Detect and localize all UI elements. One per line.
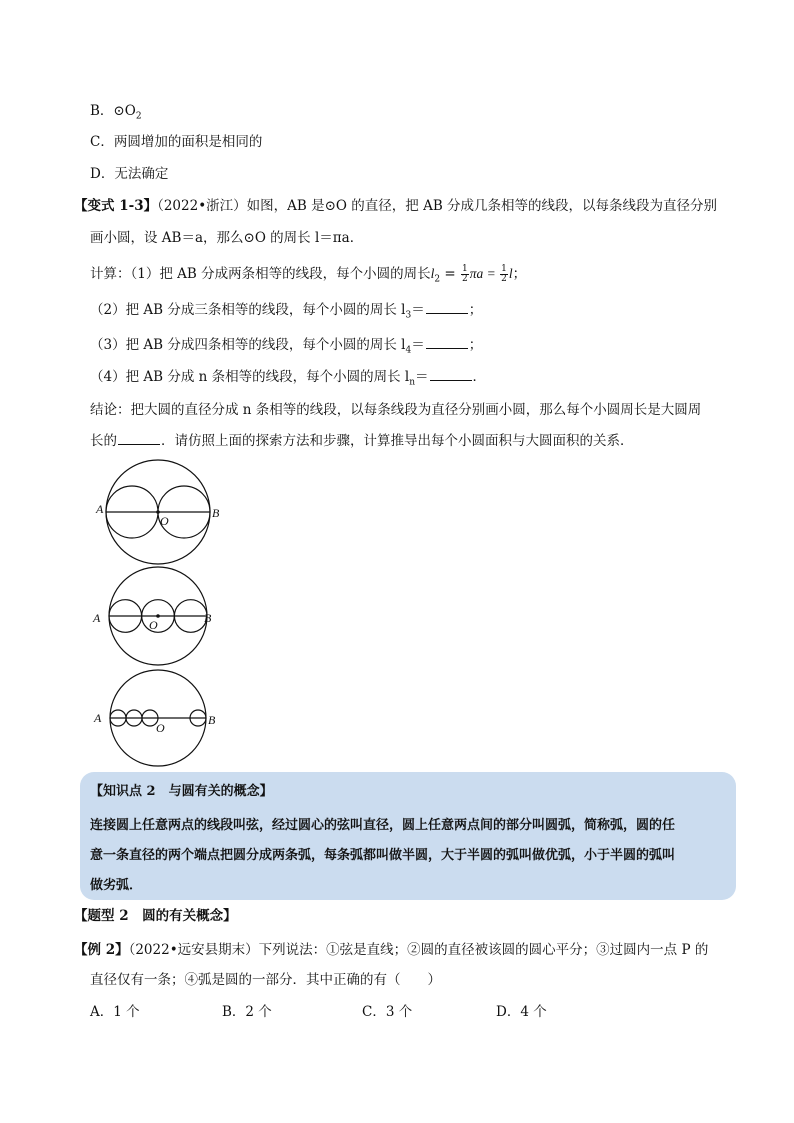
knowledge-line2: 意一条直径的两个端点把圆分成两条弧，每条弧都叫做半圆，大于半圆的弧叫做优弧，小于半圆的弧叫 bbox=[90, 848, 676, 863]
fraction-half-2: $\frac{1}{2}$ bbox=[501, 264, 507, 284]
option-b-text: B．⊙O bbox=[90, 103, 136, 119]
calc-l2-sub: 2 bbox=[434, 274, 441, 285]
variant-text-1: （2022•浙江）如图，AB 是⊙O 的直径，把 AB 分成几条相等的线段，以每条线段为直径分别 bbox=[157, 198, 718, 214]
fraction-half-1: $\frac{1}{2}$ bbox=[462, 264, 468, 284]
option-b-subscript: 2 bbox=[135, 111, 142, 122]
calc-line bbox=[90, 264, 526, 290]
figure-four-circles bbox=[93, 670, 216, 766]
example-option-a[interactable]: A．1 个 bbox=[90, 1004, 140, 1020]
knowledge-line1: 连接圆上任意两点的线段叫弦，经过圆心的弦叫直径，圆上任意两点间的部分叫圆弧，简称弧，圆的任 bbox=[90, 818, 676, 833]
answer-blank-4[interactable] bbox=[430, 368, 472, 381]
label-b-2: B bbox=[204, 611, 212, 625]
circle-figures bbox=[88, 456, 228, 768]
variant-line1 bbox=[74, 196, 717, 216]
label-o-3: O bbox=[156, 721, 165, 735]
calc-end: ； bbox=[512, 266, 527, 282]
example-text-1: （2022•远安县期末）下列说法：①弦是直线；②圆的直径被该圆的圆心平分；③过圆内一点 P 的 bbox=[128, 942, 709, 958]
calc-eq: = bbox=[440, 266, 460, 282]
option-d: D．无法确定 bbox=[90, 166, 169, 182]
topic-title: 【题型 2 圆的有关概念】 bbox=[74, 908, 237, 924]
example-option-b[interactable]: B．2 个 bbox=[222, 1004, 272, 1020]
label-b-1: B bbox=[212, 506, 220, 520]
figure-two-circles bbox=[95, 460, 220, 564]
knowledge-box bbox=[80, 772, 736, 900]
knowledge-line3: 做劣弧． bbox=[90, 878, 143, 893]
answer-blank-conclusion[interactable] bbox=[118, 432, 160, 445]
calc-l: l bbox=[508, 266, 513, 281]
option-b bbox=[90, 101, 142, 127]
knowledge-title: 【知识点 2 与圆有关的概念】 bbox=[90, 784, 273, 799]
example-line2: 直径仅有一条；④弧是圆的一部分．其中正确的有（ ） bbox=[90, 972, 441, 988]
option-c: C．两圆增加的面积是相同的 bbox=[90, 134, 263, 150]
example-line1 bbox=[74, 940, 708, 960]
conclusion-line1: 结论：把大圆的直径分成 n 条相等的线段，以每条线段为直径分别画小圆，那么每个小圆周长是大圆周 bbox=[90, 402, 702, 418]
example-option-c[interactable]: C．3 个 bbox=[362, 1004, 413, 1020]
label-o-1: O bbox=[160, 514, 169, 528]
question-4: （4）把 AB 分成 n 条相等的线段，每个小圆的周长 $l_n=$ ． bbox=[90, 369, 487, 388]
question-2: （2）把 AB 分成三条相等的线段，每个小圆的周长 $l_3=$ ； bbox=[90, 302, 483, 321]
example-option-d[interactable]: D．4 个 bbox=[496, 1004, 547, 1020]
answer-blank-2[interactable] bbox=[426, 301, 468, 314]
variant-line2: 画小圆，设 AB＝a，那么⊙O 的周长 l＝πa． bbox=[90, 230, 364, 246]
label-a-3: A bbox=[94, 711, 102, 725]
label-a-1: A bbox=[96, 502, 104, 516]
conclusion-line2: 长的 ．请仿照上面的探索方法和步骤，计算推导出每个小圆面积与大圆面积的关系． bbox=[90, 433, 634, 449]
figure-three-circles bbox=[92, 567, 212, 665]
label-b-3: B bbox=[208, 713, 216, 727]
calc-text: 计算：（1）把 AB 分成两条相等的线段，每个小圆的周长 bbox=[90, 266, 431, 282]
calc-pi-a: πa = bbox=[469, 266, 500, 281]
question-3: （3）把 AB 分成四条相等的线段，每个小圆的周长 $l_4=$ ； bbox=[90, 337, 483, 356]
calc-l2: l bbox=[430, 266, 435, 281]
answer-blank-3[interactable] bbox=[426, 336, 468, 349]
example-tag: 【例 2】 bbox=[74, 942, 129, 958]
variant-tag: 【变式 1-3】 bbox=[74, 198, 158, 214]
label-o-2: O bbox=[149, 618, 158, 632]
label-a-2: A bbox=[93, 611, 101, 625]
